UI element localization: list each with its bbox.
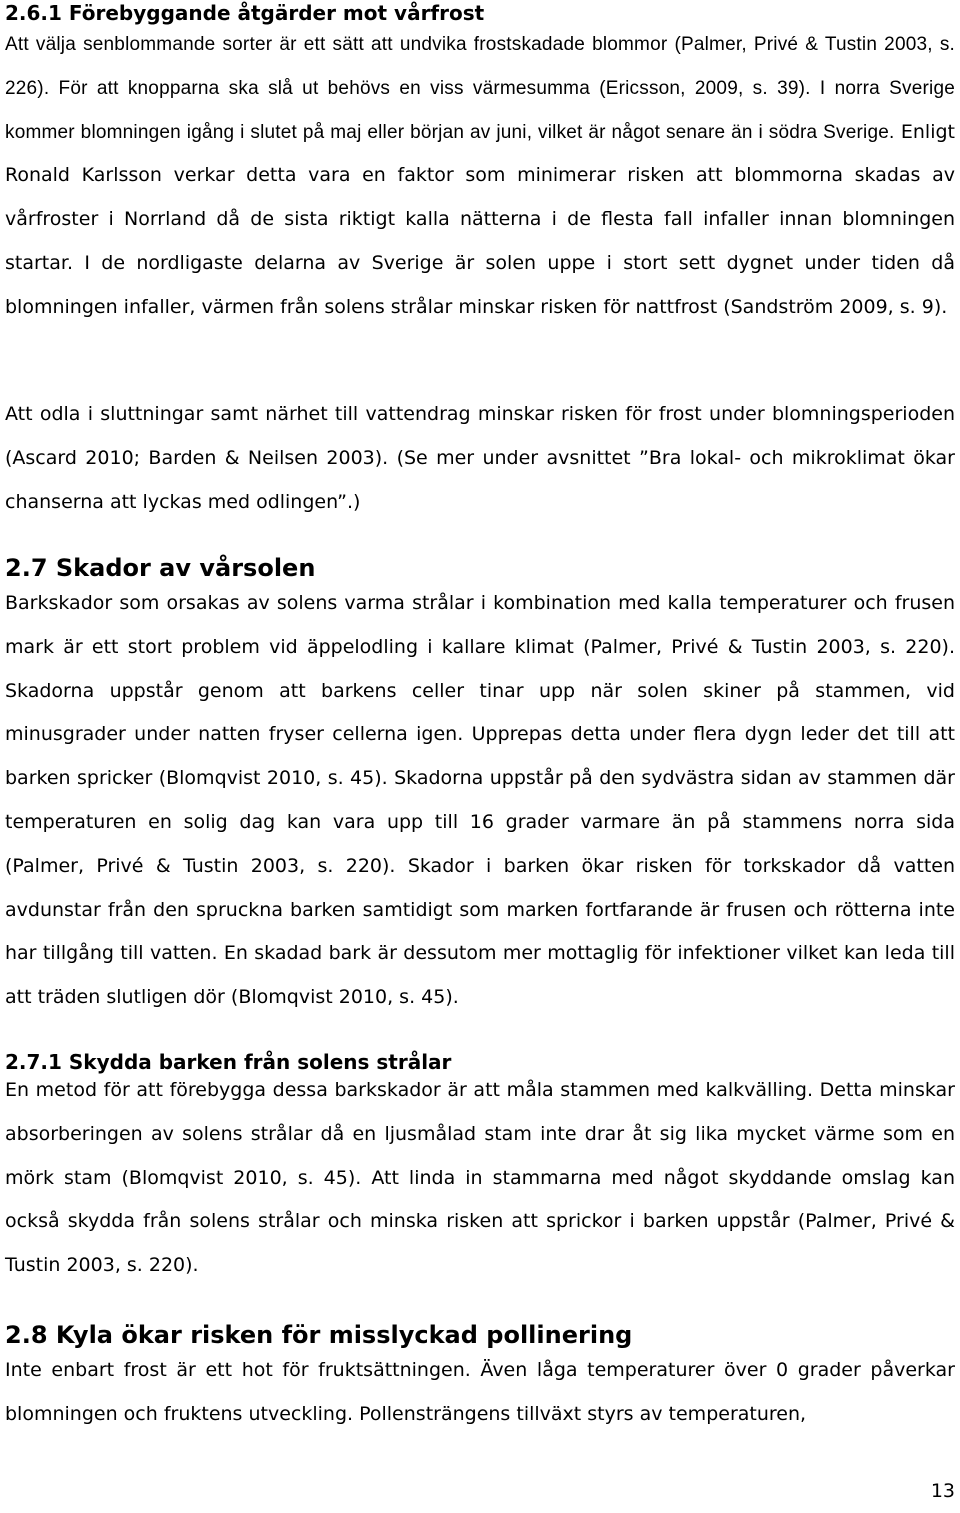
section-2-8: [5, 1320, 955, 1437]
heading-2-8: 2.8 Kyla ökar risken för misslyckad pollinering: [5, 1321, 633, 1349]
section-2-7: [5, 553, 955, 1020]
heading-2-6-1: 2.6.1 Förebyggande åtgärder mot vårfrost: [5, 1, 485, 25]
heading-2-7-1: 2.7.1 Skydda barken från solens strålar: [5, 1050, 452, 1074]
paragraph-lead-text: Att välja senblommande sorter är ett sätt att undvika frostskadade blommor (Palmer, Privé & Tustin 2003, s. 226). För att knopparna ska slå ut behövs en viss värmesumma (Ericsson, 2009, s. 39). I norra Sverige kommer blomningen igång i slutet på maj eller början av juni, vilket är något senare än i södra Sverige.: [5, 34, 955, 143]
section-2-6-1: [5, 0, 955, 330]
section-2-7-1: [5, 1049, 955, 1288]
paragraph-slopes-water: Att odla i sluttningar samt närhet till vattendrag minskar risken för frost under blomningsperioden (Ascard 2010; Barden & Neilsen 2003). (Se mer under avsnittet ”Bra lokal- och mikroklimat ökar chanserna att lyckas med odlingen”.): [5, 403, 955, 513]
paragraph-cold-pollination: Inte enbart frost är ett hot för fruktsättningen. Även låga temperaturer över 0 grader påverkar blomningen och fruktens utveckling. Pollensträngens tillväxt styrs av temperaturen,: [5, 1359, 955, 1425]
paragraph-bark-damage: Barkskador som orsakas av solens varma strålar i kombination med kalla temperaturer och frusen mark är ett stort problem vid äppelodling i kallare klimat (Palmer, Privé & Tustin 2003, s. 220). Skadorna uppstår genom att barkens celler tinar upp när solen skiner på stammen, vid minusgrader under natten fryser cellerna igen. Upprepas detta under flera dygn leder det till att barken spricker (Blomqvist 2010, s. 45). Skadorna uppstår på den sydvästra sidan av stammen där temperaturen en solig dag kan vara upp till 16 grader varmare än på stammens norra sida (Palmer, Privé & Tustin 2003, s. 220). Skador i barken ökar risken för torkskador då vatten avdunstar från den spruckna barken samtidigt som marken fortfarande är frusen och rötterna inte har tillgång till vatten. En skadad bark är dessutom mer mottaglig för infektioner vilket kan leda till att träden slutligen dör (Blomqvist 2010, s. 45).: [5, 592, 955, 1009]
page-number: 13: [930, 1480, 955, 1502]
paragraph-protect-bark: En metod för att förebygga dessa barkskador är att måla stammen med kalkvälling. Detta minskar absorberingen av solens strålar då en ljusmålad stam inte drar åt sig lika mycket värme som en mörk stam (Blomqvist 2010, s. 45). Att linda in stammarna med något skyddande omslag kan också skydda från solens strålar och minska risken att sprickor i barken uppstår (Palmer, Privé & Tustin 2003, s. 220).: [5, 1079, 955, 1277]
paragraph-rest-text: Enligt Ronald Karlsson verkar detta vara en faktor som minimerar risken att blommorna skadas av vårfroster i Norrland då de sista riktigt kalla nätterna i de flesta fall infaller innan blomningen startar. I de nordligaste delarna av Sverige är solen uppe i stort sett dygnet under tiden då blomningen infaller, värmen från solens strålar minskar risken för nattfrost (Sandström 2009, s. 9).: [5, 120, 956, 318]
heading-2-7: 2.7 Skador av vårsolen: [5, 554, 316, 582]
paragraph-spring-frost-prevention: [5, 23, 955, 330]
